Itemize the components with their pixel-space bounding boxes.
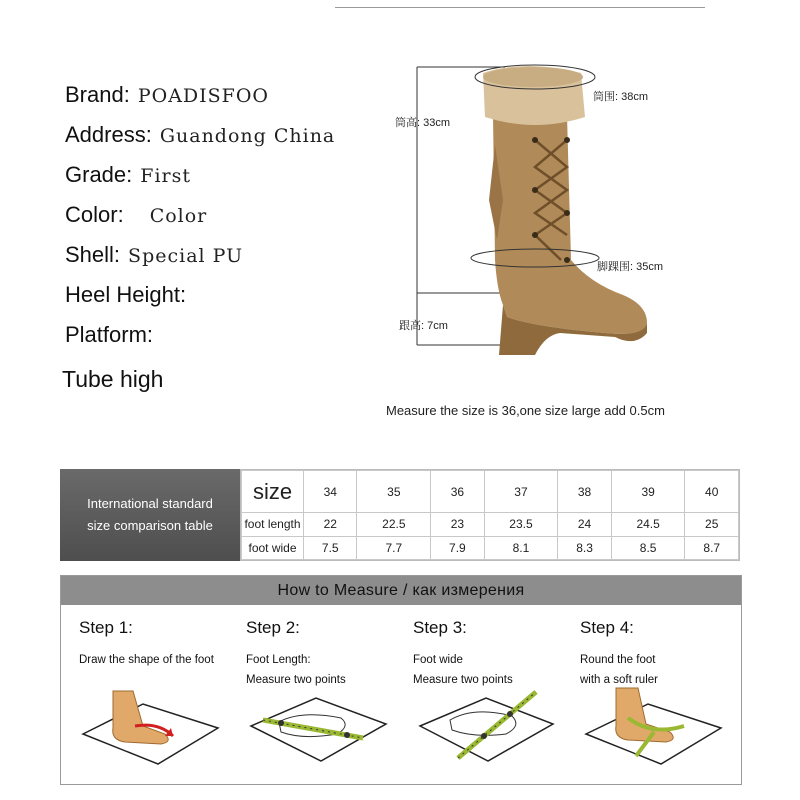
step-desc: Measure two points xyxy=(246,674,346,686)
table-cell: 7.9 xyxy=(431,536,484,559)
size-cell: 37 xyxy=(484,471,558,513)
step-desc: with a soft ruler xyxy=(580,674,658,686)
size-cell: 40 xyxy=(685,471,739,513)
step-title: Step 4: xyxy=(580,618,634,637)
foot-length-row xyxy=(242,513,739,536)
step-desc: Draw the shape of the foot xyxy=(79,654,214,666)
table-cell: 8.1 xyxy=(484,536,558,559)
measure-note: Measure the size is 36,one size large add 0.5cm xyxy=(386,403,665,418)
step-desc: Measure two points xyxy=(413,674,513,686)
size-cell: 39 xyxy=(611,471,685,513)
how-to-title: How to Measure / как измерения xyxy=(61,576,741,605)
ankle-label: 脚踝围: 35cm xyxy=(597,261,664,273)
table-cell: 25 xyxy=(685,513,739,536)
spec-label: Tube high xyxy=(62,366,164,392)
how-to-measure xyxy=(60,575,742,785)
caption-line: size comparison table xyxy=(87,518,213,533)
spec-label: Address: xyxy=(65,122,152,147)
table-cell: 7.5 xyxy=(304,536,357,559)
spec-label: Platform: xyxy=(65,322,154,347)
spec-tube-high xyxy=(62,366,171,393)
table-cell: 8.5 xyxy=(611,536,685,559)
spec-shell xyxy=(65,242,243,268)
table-cell: 23 xyxy=(431,513,484,536)
foot-wide-row xyxy=(242,536,739,559)
step-desc: Foot Length: xyxy=(246,654,311,666)
heel-label: 跟高: 7cm xyxy=(399,320,448,332)
spec-value: Guandong China xyxy=(159,125,336,147)
row-label: foot length xyxy=(242,513,304,536)
step-desc: Foot wide xyxy=(413,654,463,666)
spec-value: Color xyxy=(149,205,208,227)
table-cell: 22 xyxy=(304,513,357,536)
caption-line: International standard xyxy=(87,495,213,511)
step-4-illustration xyxy=(576,676,726,771)
step-title: Step 1: xyxy=(79,618,133,637)
size-header-label: size xyxy=(242,471,304,513)
spec-value: Special PU xyxy=(128,245,244,267)
spec-value: First xyxy=(140,165,191,187)
size-cell: 35 xyxy=(357,471,431,513)
spec-value: POADISFOO xyxy=(137,85,270,107)
spec-label: Brand: xyxy=(65,82,130,107)
table-cell: 22.5 xyxy=(357,513,431,536)
spec-address xyxy=(65,122,335,148)
size-table-caption xyxy=(60,469,240,561)
table-cell: 24.5 xyxy=(611,513,685,536)
spec-label: Color: xyxy=(65,202,124,227)
boot-diagram xyxy=(385,55,705,355)
step-2-illustration xyxy=(241,676,391,771)
size-cell: 36 xyxy=(431,471,484,513)
step-3-illustration xyxy=(408,676,558,771)
step-title: Step 2: xyxy=(246,618,300,637)
spec-color xyxy=(65,202,207,228)
step-desc: Round the foot xyxy=(580,654,656,666)
table-cell: 7.7 xyxy=(357,536,431,559)
spec-label: Shell: xyxy=(65,242,121,267)
step-1-illustration xyxy=(73,676,223,771)
table-cell: 8.3 xyxy=(558,536,611,559)
spec-grade xyxy=(65,162,191,188)
top-divider xyxy=(335,7,705,8)
circumference-label: 筒围: 38cm xyxy=(593,91,649,103)
spec-heel-height xyxy=(65,282,194,308)
table-cell: 8.7 xyxy=(685,536,739,559)
size-header-row xyxy=(242,471,739,513)
table-cell: 23.5 xyxy=(484,513,558,536)
row-label: foot wide xyxy=(242,536,304,559)
step-title: Step 3: xyxy=(413,618,467,637)
boot-image xyxy=(385,55,705,355)
spec-brand xyxy=(65,82,269,108)
spec-platform xyxy=(65,322,161,348)
spec-label: Heel Height: xyxy=(65,282,187,307)
spec-label: Grade: xyxy=(65,162,133,187)
tube-height-label: 筒高: 33cm xyxy=(395,117,451,129)
size-cell: 34 xyxy=(304,471,357,513)
size-table xyxy=(60,469,740,561)
table-cell: 24 xyxy=(558,513,611,536)
size-cell: 38 xyxy=(558,471,611,513)
size-grid xyxy=(240,469,740,561)
step-1 xyxy=(79,618,239,670)
